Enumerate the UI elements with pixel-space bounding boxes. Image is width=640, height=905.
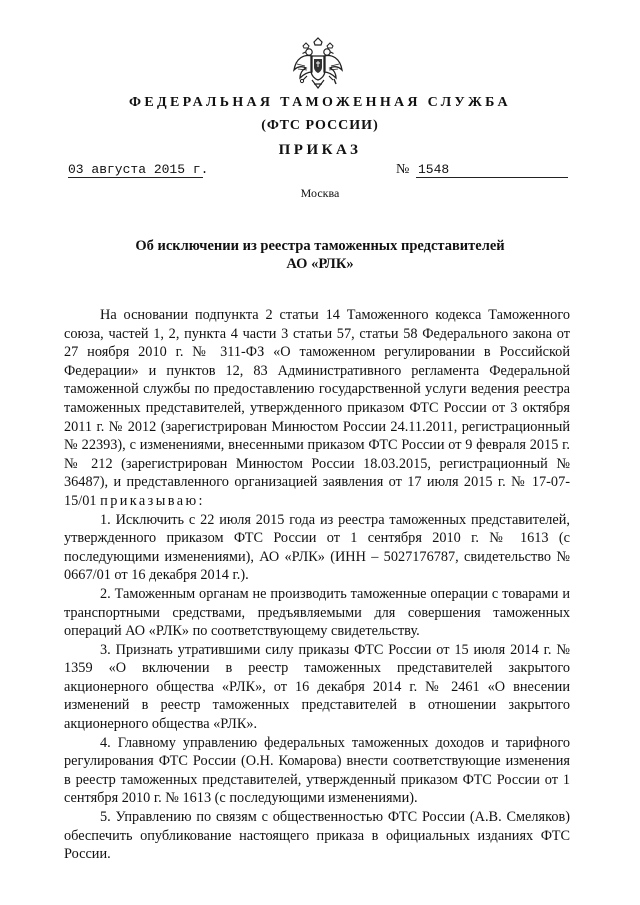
order-title: [0, 237, 640, 273]
organization-name: ФЕДЕРАЛЬНАЯ ТАМОЖЕННАЯ СЛУЖБА: [129, 95, 511, 110]
preamble-paragraph: [64, 306, 570, 511]
order-number-label: №: [396, 162, 410, 177]
coat-of-arms-russia-icon: [290, 36, 346, 92]
order-item-2: 2. Таможенным органам не производить таможенные операции с товарами и транспортными средствами, предъявляемыми для совершения таможенных операций АО «РЛК» по соответствующему свидетельству.: [64, 585, 570, 640]
organization-abbreviation: (ФТС РОССИИ): [261, 118, 379, 133]
order-title-line-1: Об исключении из реестра таможенных представителей: [135, 238, 505, 254]
order-item-4: 4. Главному управлению федеральных таможенных доходов и тарифного регулирования ФТС России (О.Н. Комарова) внести соответствующие изменения в реестр таможенных представителей, утвержденный приказом ФТС России от 1 сентября 2010 г. № 1613 (с последующими изменениями).: [64, 734, 570, 807]
order-title-line-2: АО «РЛК»: [286, 256, 354, 272]
preamble-text: На основании подпункта 2 статьи 14 Таможенного кодекса Таможенного союза, частей 1, 2, пункта 4 части 3 статьи 57, статьи 58 Федерального закона от 27 ноября 2010 г. № 311-ФЗ «О таможенном регулировании в Российской Федерации» и пунктов 12, 83 Административного регламента Федеральной таможенной службы по предоставлению государственной услуги ведения реестра таможенных представителей, утвержденного приказом ФТС России от 3 октября 2011 г. № 2012 (зарегистрирован Минюстом России 24.11.2011, регистрационный № 22393), с изменениями, внесенными приказом ФТС России от 9 февраля 2015 г. № 212 (зарегистрирован Минюстом России 18.03.2015, регистрационный № 36487), и представленного организацией заявления от 17 июля 2015 г. № 17-07-15/01: [64, 307, 570, 509]
order-word: приказываю:: [100, 492, 205, 509]
order-item-3: 3. Признать утратившими силу приказы ФТС России от 15 июля 2014 г. № 1359 «О включении в реестр таможенных представителей закрытого акционерного общества «РЛК», от 16 декабря 2014 г. № 2461 «О внесении изменений в реестр таможенных представителей в отношении закрытого акционерного общества «РЛК».: [64, 641, 570, 733]
document-type: ПРИКАЗ: [278, 142, 362, 158]
order-item-5: 5. Управлению по связям с общественностью ФТС России (А.В. Смеляков) обеспечить опубликование настоящего приказа в официальных изданиях ФТС России.: [64, 809, 570, 863]
order-number: 1548: [416, 163, 568, 178]
order-body: [64, 306, 570, 864]
order-item-1: 1. Исключить с 22 июля 2015 года из реестра таможенных представителей, утвержденного приказом ФТС России от 1 сентября 2010 г. № 1613 (с последующими изменениями), АО «РЛК» (ИНН – 5027176787, свидетельство № 0667/01 от 16 декабря 2014 г.).: [64, 511, 570, 584]
order-date: 03 августа 2015 г.: [68, 162, 209, 177]
issue-city: Москва: [300, 186, 340, 200]
